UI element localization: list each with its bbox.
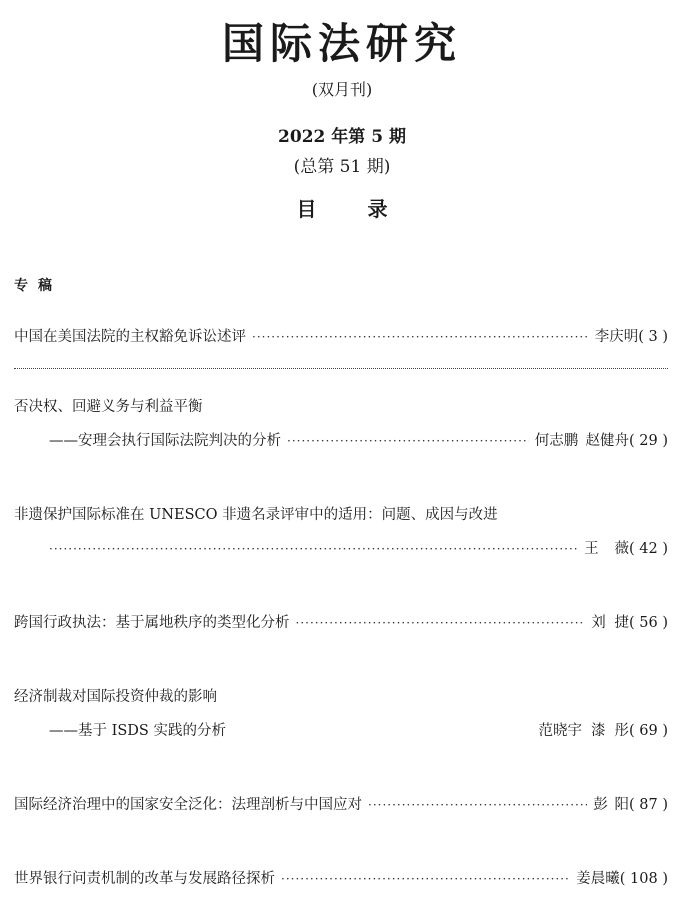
toc-entry-subtitle-line [49,430,668,452]
table-of-contents-heading: 目 录 [296,197,410,221]
entry-page: ( 42 ) [629,541,668,557]
section-heading: 专稿 [14,278,62,294]
entry-author: 姜晨曦 [576,871,620,887]
toc-entry[interactable] [14,326,668,348]
entry-author: 何志鹏 [534,433,579,449]
entry-page: ( 108 ) [619,871,668,887]
entry-author: 范晓宇 [538,723,582,739]
toc-entry[interactable] [14,612,668,634]
toc-entry-subtitle-line [49,720,668,742]
journal-title: 国际法研究 [221,19,462,68]
entry-author: 李庆明 [594,329,639,345]
entry-page: ( 29 ) [629,433,668,449]
entry-page: ( 87 ) [629,797,668,813]
entry-author: 阳 [614,797,630,813]
toc-entry[interactable] [14,396,668,418]
entry-author: 彤 [614,723,630,739]
toc-entry[interactable] [14,868,668,890]
toc-entry[interactable] [14,686,668,708]
toc-entry[interactable] [14,794,668,816]
entry-author: 刘 [591,615,606,631]
entry-subtitle: ——基于 ISDS 实践的分析 [49,723,226,739]
entry-author: 彭 [593,797,608,813]
dot-leader [296,612,586,634]
entry-title: 世界银行问责机制的改革与发展路径探析 [14,871,275,887]
entry-author: 王 [584,541,599,557]
entry-title: 非遗保护国际标准在 UNESCO 非遗名录评审中的适用：问题、成因与改进 [14,507,498,523]
entry-author: 薇 [614,541,630,557]
entry-page: ( 3 ) [638,329,668,345]
entry-author: 漆 [590,723,606,739]
toc-entry-author-line [49,538,668,560]
dot-leader [368,794,587,816]
entry-title: 跨国行政执法：基于属地秩序的类型化分析 [14,615,290,631]
issue-number: 2022 年第 5 期 [278,127,406,147]
dot-leader [49,538,578,560]
total-issue-number: (总第 51 期) [293,157,391,177]
journal-frequency: (双月刊) [311,80,373,99]
toc-entry[interactable] [14,504,668,526]
entry-author: 赵健舟 [585,433,630,449]
entry-title: 中国在美国法院的主权豁免诉讼述评 [14,329,246,345]
dot-leader [252,326,589,348]
dot-leader [281,868,570,890]
entry-title: 国际经济治理中的国家安全泛化：法理剖析与中国应对 [14,797,362,813]
entry-title: 否决权、回避义务与利益平衡 [14,399,203,415]
entry-author: 捷 [614,615,630,631]
entry-title: 经济制裁对国际投资仲裁的影响 [14,689,217,705]
section-divider [14,368,668,369]
dot-leader [287,430,529,452]
entry-subtitle: ——安理会执行国际法院判决的分析 [49,433,281,449]
entry-page: ( 69 ) [629,723,668,739]
entry-page: ( 56 ) [629,615,668,631]
